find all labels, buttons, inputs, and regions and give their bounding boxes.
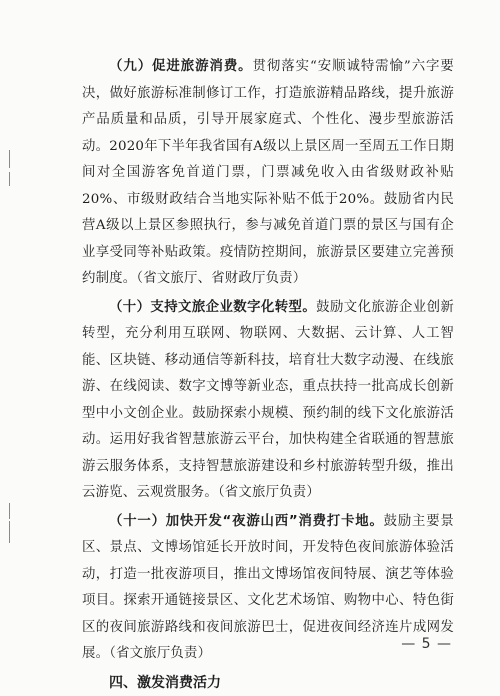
binding-mark — [9, 503, 10, 519]
binding-mark — [9, 150, 10, 168]
paragraph-body: 贯彻落实“安顺诚特需愉”六字要决，做好旅游标准制修订工作，打造旅游精品路线，提升旅游产品质量和品质，引导开展家庭式、个性化、漫步型旅游活动。2020年下半年我省国有A级以上景区周一至周五工作日期间对全国游客免首道门票，门票减免收入由省级财政补贴20%、市级财政结合当地实际补贴不低于20%。鼓励省内民营A级以上景区参照执行，参与减免首道门票的景区与国有企业享受同等补贴政策。疫情防控期间，旅游景区要建立完善预约制度。（省文旅厅、省财政厅负责） — [82, 59, 454, 286]
document-body — [82, 54, 454, 696]
binding-mark — [9, 521, 10, 543]
section-heading: 四、激发消费活力 — [82, 670, 454, 696]
paragraph-body: 鼓励文化旅游企业创新转型，充分利用互联网、物联网、大数据、云计算、人工智能、区块链、移动通信等新科技，培育壮大数字动漫、在线旅游、在线阅读、数字文博等新业态，重点扶持一批高成长创新型中小文创企业。鼓励探索小规模、预约制的线下文化旅游活动。运用好我省智慧旅游云平台，加快构建全省联通的智慧旅游云服务体系，支持智慧旅游建设和乡村旅游转型升级，推出云游览、云观赏服务。（省文旅厅负责） — [82, 300, 454, 501]
page-number: — 5 — — [401, 636, 452, 652]
paragraph-lead: （九）促进旅游消费。 — [109, 59, 253, 74]
binding-mark — [9, 172, 10, 186]
paragraph-lead: （十一）加快开发“夜游山西”消费打卡地。 — [109, 514, 384, 529]
paragraph-10 — [82, 295, 454, 507]
paragraph-11 — [82, 509, 454, 668]
paragraph-body: 鼓励主要景区、景点、文博场馆延长开放时间，开发特色夜间旅游体验活动，打造一批夜游项目，推出文博场馆夜间特展、演艺等体验项目。探索开通链接景区、文化艺术场馆、购物中心、特色街区的夜间旅游路线和夜间旅游巴士，促进夜间经济连片成网发展。（省文旅厅负责） — [82, 514, 454, 662]
paragraph-9 — [82, 54, 454, 293]
paragraph-lead: （十）支持文旅企业数字化转型。 — [109, 300, 316, 315]
